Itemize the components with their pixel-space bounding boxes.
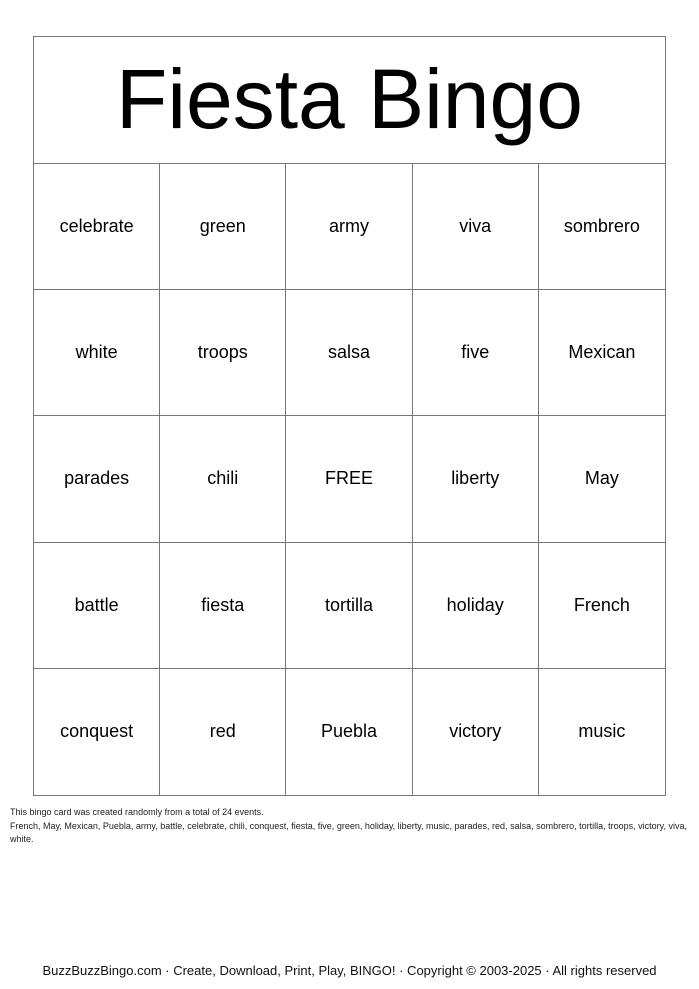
note-word-list: French, May, Mexican, Puebla, army, battle, celebrate, chili, conquest, fiesta, five, green, holiday, liberty, music, parades, red, salsa, sombrero, tortilla, troops, victory, viva, white. bbox=[10, 820, 687, 844]
bingo-cell: music bbox=[578, 721, 626, 742]
bingo-cell: five bbox=[413, 290, 539, 416]
bingo-cell: French bbox=[539, 543, 665, 669]
bingo-cell: May bbox=[539, 416, 665, 542]
bingo-cell: viva bbox=[413, 164, 539, 290]
bingo-cell: army bbox=[286, 164, 412, 290]
bingo-cell: troops bbox=[160, 290, 286, 416]
bingo-cell: holiday bbox=[413, 543, 539, 669]
bingo-cell: liberty bbox=[413, 416, 539, 542]
card-title: Fiesta Bingo bbox=[34, 37, 665, 164]
card-info-note bbox=[10, 806, 690, 847]
bingo-cell: parades bbox=[34, 416, 160, 542]
bingo-cell: battle bbox=[34, 543, 160, 669]
bingo-cell: celebrate bbox=[34, 164, 160, 290]
bingo-cell: green bbox=[160, 164, 286, 290]
bingo-cell: Mexican bbox=[539, 290, 665, 416]
bingo-cell: red bbox=[160, 669, 286, 795]
bingo-cell: chili bbox=[160, 416, 286, 542]
bingo-cell: white bbox=[34, 290, 160, 416]
bingo-cell: Puebla bbox=[286, 669, 412, 795]
bingo-cell: fiesta bbox=[160, 543, 286, 669]
note-summary: This bingo card was created randomly from a total of 24 events. bbox=[10, 807, 264, 817]
page-footer: BuzzBuzzBingo.com · Create, Download, Print, Play, BINGO! · Copyright © 2003-2025 · All rights reserved bbox=[42, 963, 657, 978]
bingo-cell: salsa bbox=[286, 290, 412, 416]
bingo-cell: conquest bbox=[34, 669, 160, 795]
bingo-cell: tortilla bbox=[286, 543, 412, 669]
free-space-cell: FREE bbox=[286, 416, 412, 542]
bingo-cell: sombrero bbox=[539, 164, 665, 290]
bingo-grid bbox=[34, 164, 665, 795]
bingo-cell: victory bbox=[413, 669, 539, 795]
bingo-card bbox=[33, 36, 666, 796]
